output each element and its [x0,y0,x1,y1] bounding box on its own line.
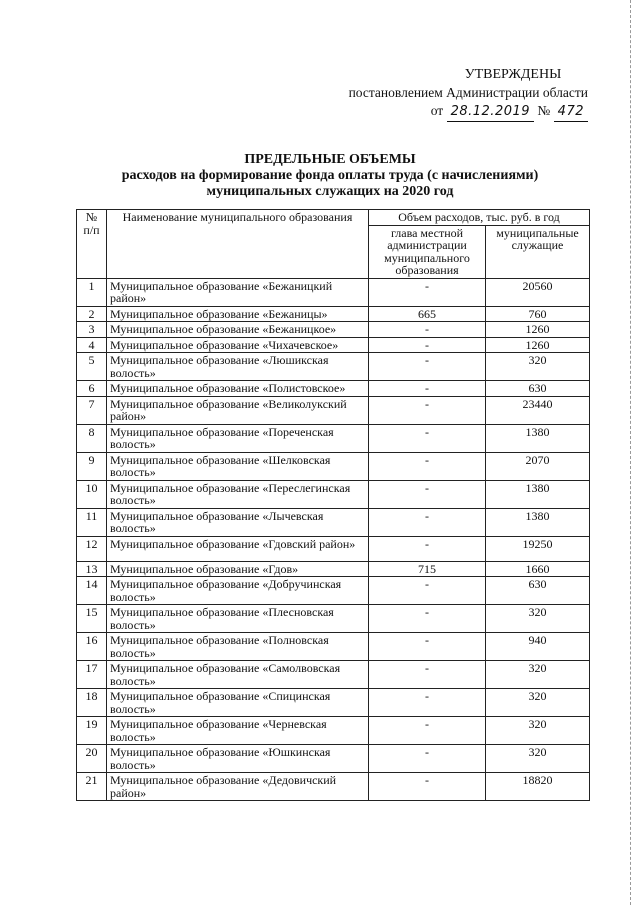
row-number: 7 [77,396,107,424]
row-staff-value: 1660 [486,561,590,577]
row-name: Муниципальное образование «Самолвовская волость» [107,661,369,689]
row-name: Муниципальное образование «Бежаницкое» [107,322,369,338]
row-staff-value: 630 [486,381,590,397]
header-staff: муниципальные служащие [486,225,590,278]
table-row [77,353,590,381]
row-head-value: - [369,633,486,661]
header-volume: Объем расходов, тыс. руб. в год [369,210,590,226]
row-name: Муниципальное образование «Черневская волость» [107,717,369,745]
date-prefix: от [430,103,444,118]
row-number: 9 [77,452,107,480]
approved-by: постановлением Администрации области [348,85,588,100]
row-staff-value: 320 [486,353,590,381]
table-row [77,278,590,306]
table-row [77,661,590,689]
row-number: 20 [77,745,107,773]
table-body [77,278,590,801]
row-number: 12 [77,536,107,561]
row-staff-value: 23440 [486,396,590,424]
table-row [77,508,590,536]
row-number: 10 [77,480,107,508]
row-head-value: - [369,508,486,536]
table-row [77,561,590,577]
page-edge [630,0,637,905]
row-head-value: - [369,661,486,689]
table-row [77,577,590,605]
row-number: 18 [77,689,107,717]
title-line-3: муниципальных служащих на 2020 год [206,184,454,199]
row-head-value: - [369,745,486,773]
approved-heading: УТВЕРЖДЕНЫ [464,67,562,82]
row-name: Муниципальное образование «Спицинская волость» [107,689,369,717]
handwritten-date: 28.12.2019 [447,103,534,122]
row-staff-value: 1380 [486,480,590,508]
header-name: Наименование муниципального образования [107,210,369,279]
table-row [77,452,590,480]
row-head-value: - [369,424,486,452]
row-name: Муниципальное образование «Полновская волость» [107,633,369,661]
row-name: Муниципальное образование «Гдовский район» [107,536,369,561]
header-num: № п/п [77,210,107,279]
row-name: Муниципальное образование «Бежаницкий район» [107,278,369,306]
table-row [77,306,590,322]
row-staff-value: 20560 [486,278,590,306]
row-staff-value: 1380 [486,508,590,536]
row-name: Муниципальное образование «Юшкинская волость» [107,745,369,773]
row-number: 4 [77,337,107,353]
row-staff-value: 19250 [486,536,590,561]
row-staff-value: 1380 [486,424,590,452]
row-name: Муниципальное образование «Гдов» [107,561,369,577]
row-head-value: 715 [369,561,486,577]
row-staff-value: 1260 [486,337,590,353]
row-name: Муниципальное образование «Пореченская волость» [107,424,369,452]
row-head-value: - [369,337,486,353]
row-name: Муниципальное образование «Шелковская волость» [107,452,369,480]
row-head-value: - [369,353,486,381]
number-label: № [537,103,551,118]
row-number: 19 [77,717,107,745]
approval-date-line [318,102,588,122]
row-name: Муниципальное образование «Плесновская волость» [107,605,369,633]
row-name: Муниципальное образование «Лычевская волость» [107,508,369,536]
table-row [77,717,590,745]
document-title [60,152,600,200]
row-name: Муниципальное образование «Полистовское» [107,381,369,397]
table-row [77,480,590,508]
row-staff-value: 320 [486,661,590,689]
row-head-value: - [369,396,486,424]
row-name: Муниципальное образование «Великолукский район» [107,396,369,424]
row-number: 15 [77,605,107,633]
row-staff-value: 18820 [486,773,590,801]
title-line-2: расходов на формирование фонда оплаты труда (с начислениями) [121,168,539,183]
row-staff-value: 630 [486,577,590,605]
row-head-value: 665 [369,306,486,322]
budget-table [76,209,590,801]
row-number: 17 [77,661,107,689]
row-head-value: - [369,452,486,480]
header-head: глава местной администрации муниципального образования [369,225,486,278]
row-staff-value: 320 [486,605,590,633]
row-head-value: - [369,278,486,306]
table-row [77,773,590,801]
table-row [77,396,590,424]
table-row [77,633,590,661]
row-staff-value: 320 [486,689,590,717]
row-staff-value: 2070 [486,452,590,480]
table-row [77,745,590,773]
row-name: Муниципальное образование «Бежаницы» [107,306,369,322]
row-number: 11 [77,508,107,536]
row-head-value: - [369,689,486,717]
handwritten-number: 472 [554,103,588,122]
row-name: Муниципальное образование «Переслегинская волость» [107,480,369,508]
row-number: 2 [77,306,107,322]
row-staff-value: 1260 [486,322,590,338]
row-staff-value: 320 [486,745,590,773]
row-number: 16 [77,633,107,661]
row-staff-value: 320 [486,717,590,745]
table-row [77,536,590,561]
row-number: 8 [77,424,107,452]
row-head-value: - [369,717,486,745]
table-row [77,605,590,633]
row-number: 5 [77,353,107,381]
row-head-value: - [369,480,486,508]
row-number: 1 [77,278,107,306]
row-name: Муниципальное образование «Чихачевское» [107,337,369,353]
table-row [77,689,590,717]
table-row [77,337,590,353]
row-head-value: - [369,605,486,633]
row-number: 13 [77,561,107,577]
row-number: 14 [77,577,107,605]
row-staff-value: 760 [486,306,590,322]
table-row [77,322,590,338]
row-head-value: - [369,577,486,605]
row-name: Муниципальное образование «Дедовичский район» [107,773,369,801]
row-number: 21 [77,773,107,801]
approval-block [318,66,588,122]
row-head-value: - [369,536,486,561]
row-head-value: - [369,322,486,338]
row-head-value: - [369,381,486,397]
row-name: Муниципальное образование «Люшикская волость» [107,353,369,381]
row-name: Муниципальное образование «Добручинская волость» [107,577,369,605]
row-number: 6 [77,381,107,397]
row-head-value: - [369,773,486,801]
table-row [77,381,590,397]
title-line-1: ПРЕДЕЛЬНЫЕ ОБЪЕМЫ [244,152,416,167]
table-row [77,424,590,452]
row-number: 3 [77,322,107,338]
row-staff-value: 940 [486,633,590,661]
